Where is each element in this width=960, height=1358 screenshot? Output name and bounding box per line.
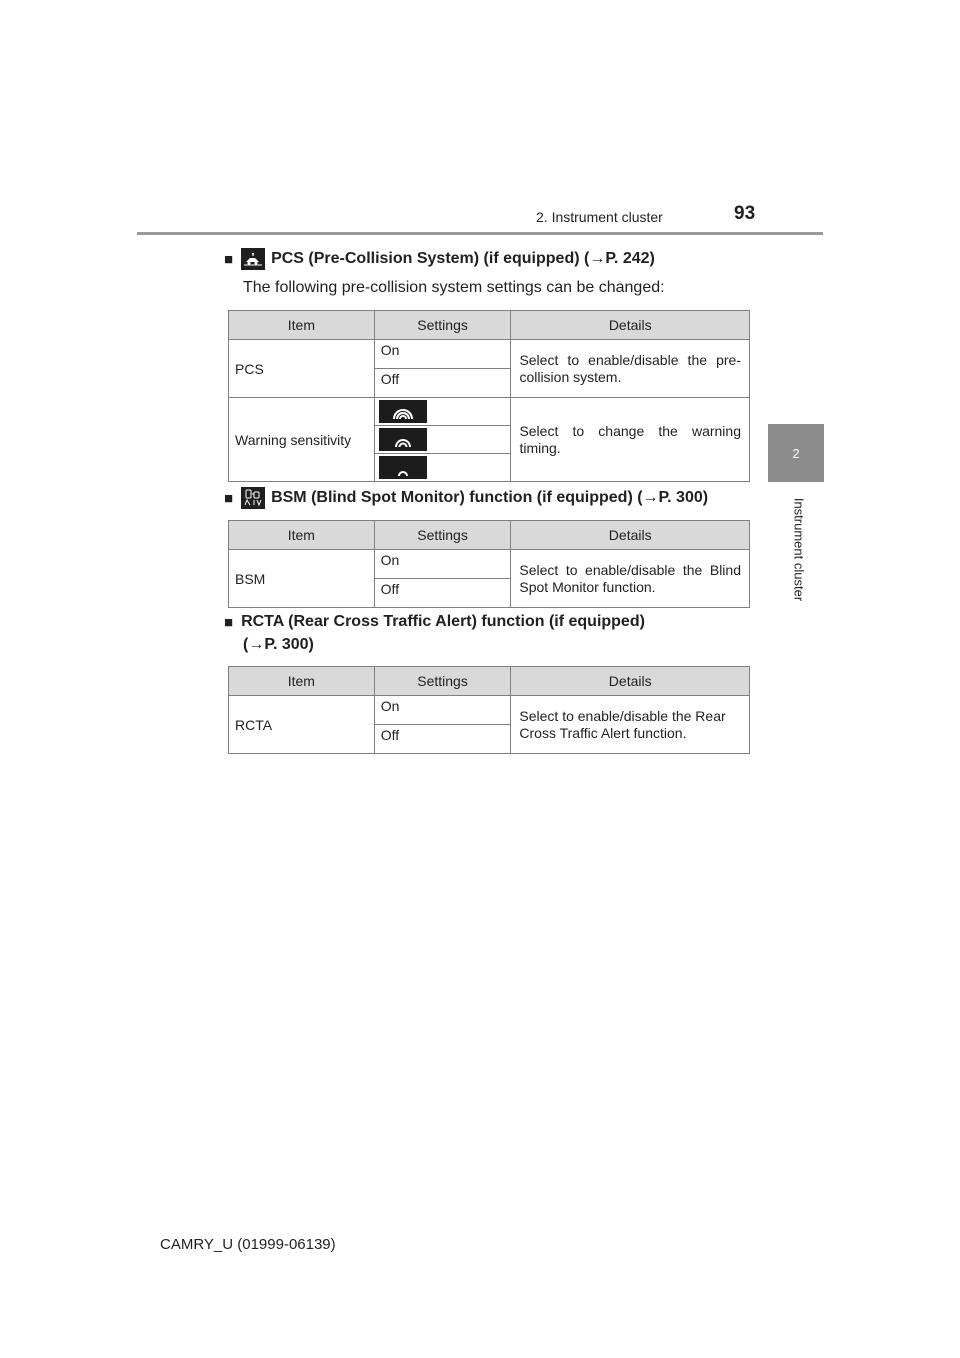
column-header: Settings bbox=[374, 667, 511, 696]
rcta-heading bbox=[224, 613, 645, 631]
chapter-title: 2. Instrument cluster bbox=[536, 209, 663, 225]
pcs-heading bbox=[224, 248, 655, 270]
bsm-settings-table bbox=[228, 520, 750, 608]
chapter-tab bbox=[768, 424, 824, 482]
item-cell: Warning sensitivity bbox=[229, 398, 375, 482]
details-cell: Select to enable/disable the Blind Spot Monitor function. bbox=[511, 550, 750, 608]
table-row bbox=[229, 398, 750, 426]
details-cell: Select to change the warning timing. bbox=[511, 398, 750, 482]
setting-option bbox=[374, 398, 511, 426]
table-header-row bbox=[229, 521, 750, 550]
chapter-tab-label: Instrument cluster bbox=[791, 497, 807, 602]
sensitivity-high-icon bbox=[379, 400, 427, 423]
rcta-heading-text: RCTA (Rear Cross Traffic Alert) function (if equipped) bbox=[241, 613, 645, 630]
item-cell: BSM bbox=[229, 550, 375, 608]
bsm-indicator-icon bbox=[241, 487, 265, 509]
details-cell: Select to enable/disable the Rear Cross Traffic Alert function. bbox=[511, 696, 750, 754]
column-header: Settings bbox=[374, 521, 511, 550]
document-code: CAMRY_U (01999-06139) bbox=[160, 1236, 336, 1253]
pcs-warning-icon bbox=[241, 248, 265, 270]
pcs-intro: The following pre-collision system settings can be changed: bbox=[243, 279, 665, 296]
item-cell: RCTA bbox=[229, 696, 375, 754]
pcs-settings-table bbox=[228, 310, 750, 482]
table-header-row bbox=[229, 311, 750, 340]
setting-option: Off bbox=[374, 369, 511, 398]
column-header: Details bbox=[511, 667, 750, 696]
rcta-bullet: ■ bbox=[224, 613, 234, 631]
setting-option: On bbox=[374, 340, 511, 369]
pcs-bullet: ■ bbox=[224, 250, 234, 268]
table-row bbox=[229, 550, 750, 579]
pcs-heading-text: PCS (Pre-Collision System) (if equipped) (→P. 242) bbox=[271, 250, 655, 267]
rcta-settings-table bbox=[228, 666, 750, 754]
column-header: Item bbox=[229, 667, 375, 696]
bsm-heading-text: BSM (Blind Spot Monitor) function (if equipped) (→P. 300) bbox=[271, 489, 709, 506]
header-divider bbox=[137, 232, 823, 235]
table-row bbox=[229, 696, 750, 725]
rcta-heading-reference: (→P. 300) bbox=[243, 636, 314, 653]
item-cell: PCS bbox=[229, 340, 375, 398]
setting-option: Off bbox=[374, 579, 511, 608]
setting-option: On bbox=[374, 550, 511, 579]
bsm-heading bbox=[224, 487, 708, 509]
details-cell: Select to enable/disable the pre-collision system. bbox=[511, 340, 750, 398]
column-header: Details bbox=[511, 521, 750, 550]
column-header: Item bbox=[229, 311, 375, 340]
sensitivity-mid-icon bbox=[379, 428, 427, 451]
column-header: Settings bbox=[374, 311, 511, 340]
page-number: 93 bbox=[734, 203, 756, 224]
setting-option: On bbox=[374, 696, 511, 725]
bsm-bullet: ■ bbox=[224, 489, 234, 507]
sensitivity-low-icon bbox=[379, 456, 427, 479]
column-header: Details bbox=[511, 311, 750, 340]
chapter-tab-number: 2 bbox=[792, 445, 800, 461]
column-header: Item bbox=[229, 521, 375, 550]
setting-option bbox=[374, 426, 511, 454]
table-row bbox=[229, 340, 750, 369]
setting-option: Off bbox=[374, 725, 511, 754]
setting-option bbox=[374, 454, 511, 482]
table-header-row bbox=[229, 667, 750, 696]
